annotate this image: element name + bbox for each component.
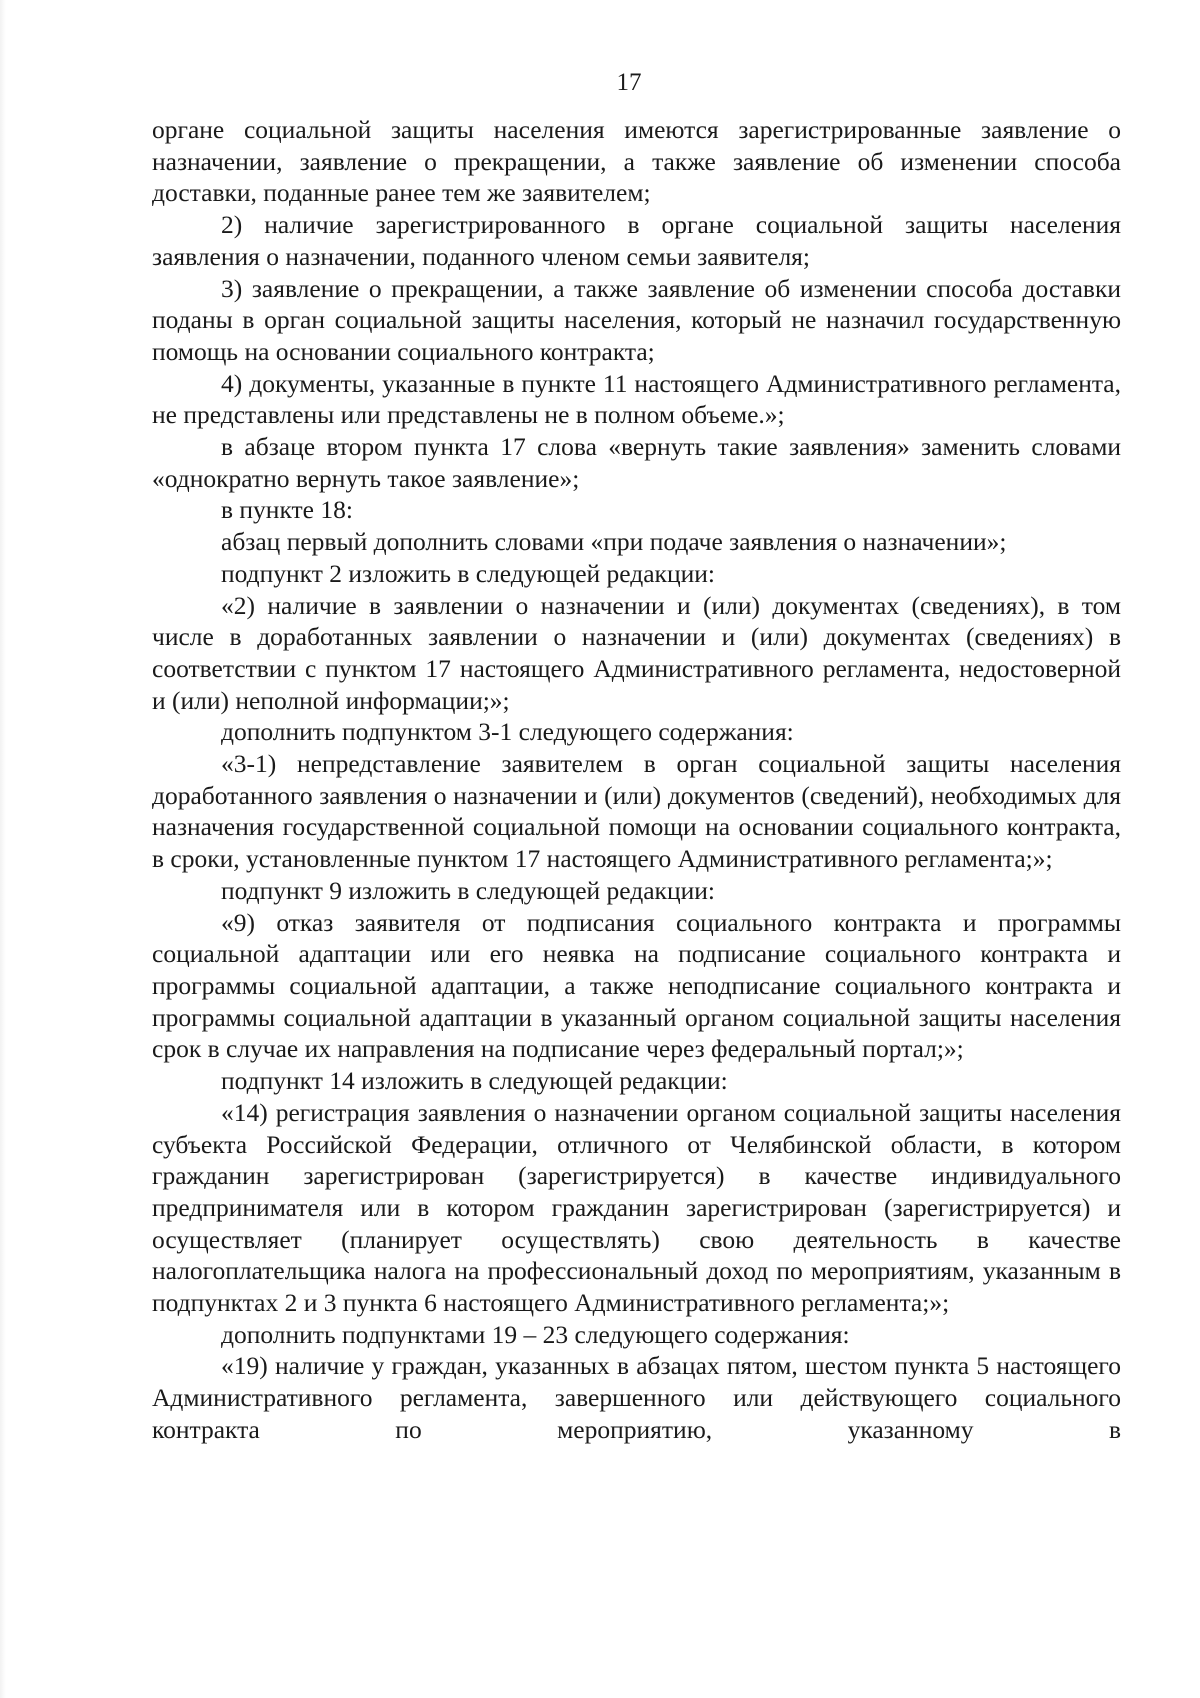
- paragraph-item-2: 2) наличие зарегистрированного в органе социальной защиты населения заявления о назначении, поданного членом семьи заявителя;: [152, 210, 1121, 271]
- paragraph-subpoint-14-intro: подпункт 14 изложить в следующей редакции:: [221, 1066, 728, 1096]
- paragraph-amend-first-abzac: абзац первый дополнить словами «при подаче заявления о назначении»;: [221, 527, 1007, 557]
- paragraph-subpoint-19-text: «19) наличие у граждан, указанных в абзацах пятом, шестом пункта 5 настоящего Административного регламента, завершенного или действующего социального контракта по мероприятию, указанному в: [152, 1351, 1121, 1444]
- paragraph-subpoint-9-text: «9) отказ заявителя от подписания социального контракта и программы социальной адаптации или его неявка на подписание социального контракта и программы социальной адаптации, а также неподписание социального контракта и программы социальной адаптации в указанный органом социальной защиты населения срок в случае их направления на подписание через федеральный портал;»;: [152, 907, 1121, 1064]
- paragraph-subpoint-2-intro: подпункт 2 изложить в следующей редакции:: [221, 558, 715, 588]
- paragraph-continuation: органе социальной защиты населения имеются зарегистрированные заявление о назначении, заявление о прекращении, а также заявление об изменении способа доставки, поданные ранее тем же заявителем;: [152, 115, 1121, 208]
- paragraph-subpoint-3-1-text: «3-1) непредставление заявителем в орган социальной защиты населения доработанного заявления о назначении и (или) документов (сведений), необходимых для назначения государственной социальной помощи на основании социального контракта, в сроки, установленные пунктом 17 настоящего Административного регламента;»;: [152, 749, 1121, 874]
- paragraph-subpoint-9-intro: подпункт 9 изложить в следующей редакции:: [221, 875, 715, 905]
- paragraph-subpoints-19-23-intro: дополнить подпунктами 19 – 23 следующего содержания:: [221, 1319, 850, 1349]
- paragraph-subpoint-3-1-intro: дополнить подпунктом 3-1 следующего содержания:: [221, 717, 794, 747]
- document-body: [152, 114, 1121, 1446]
- paragraph-item-3: 3) заявление о прекращении, а также заявление об изменении способа доставки поданы в орган социальной защиты населения, который не назначил государственную помощь на основании социального контракта;: [152, 273, 1121, 366]
- page-number: 17: [616, 69, 642, 96]
- paragraph-amend-point-17: в абзаце втором пункта 17 слова «вернуть такие заявления» заменить словами «однократно вернуть такое заявление»;: [152, 432, 1121, 493]
- paragraph-subpoint-2-text: «2) наличие в заявлении о назначении и (или) документах (сведениях), в том числе в доработанных заявлении о назначении и (или) документах (сведениях) в соответствии с пунктом 17 настоящего Административного регламента, недостоверной и (или) неполной информации;»;: [152, 590, 1121, 715]
- paragraph-point-18-heading: в пункте 18:: [221, 495, 353, 525]
- scan-edge: [0, 0, 6, 1698]
- paragraph-subpoint-14-text: «14) регистрация заявления о назначении органом социальной защиты населения субъекта Российской Федерации, отличного от Челябинской области, в котором гражданин зарегистрирован (зарегистрируется) в качестве индивидуального предпринимателя или в котором гражданин зарегистрирован (зарегистрируется) и осуществляет (планирует осуществлять) свою деятельность в качестве налогоплательщика налога на профессиональный доход по мероприятиям, указанным в подпунктах 2 и 3 пункта 6 настоящего Административного регламента;»;: [152, 1097, 1121, 1318]
- paragraph-item-4: 4) документы, указанные в пункте 11 настоящего Административного регламента, не представлены или представлены не в полном объеме.»;: [152, 368, 1121, 430]
